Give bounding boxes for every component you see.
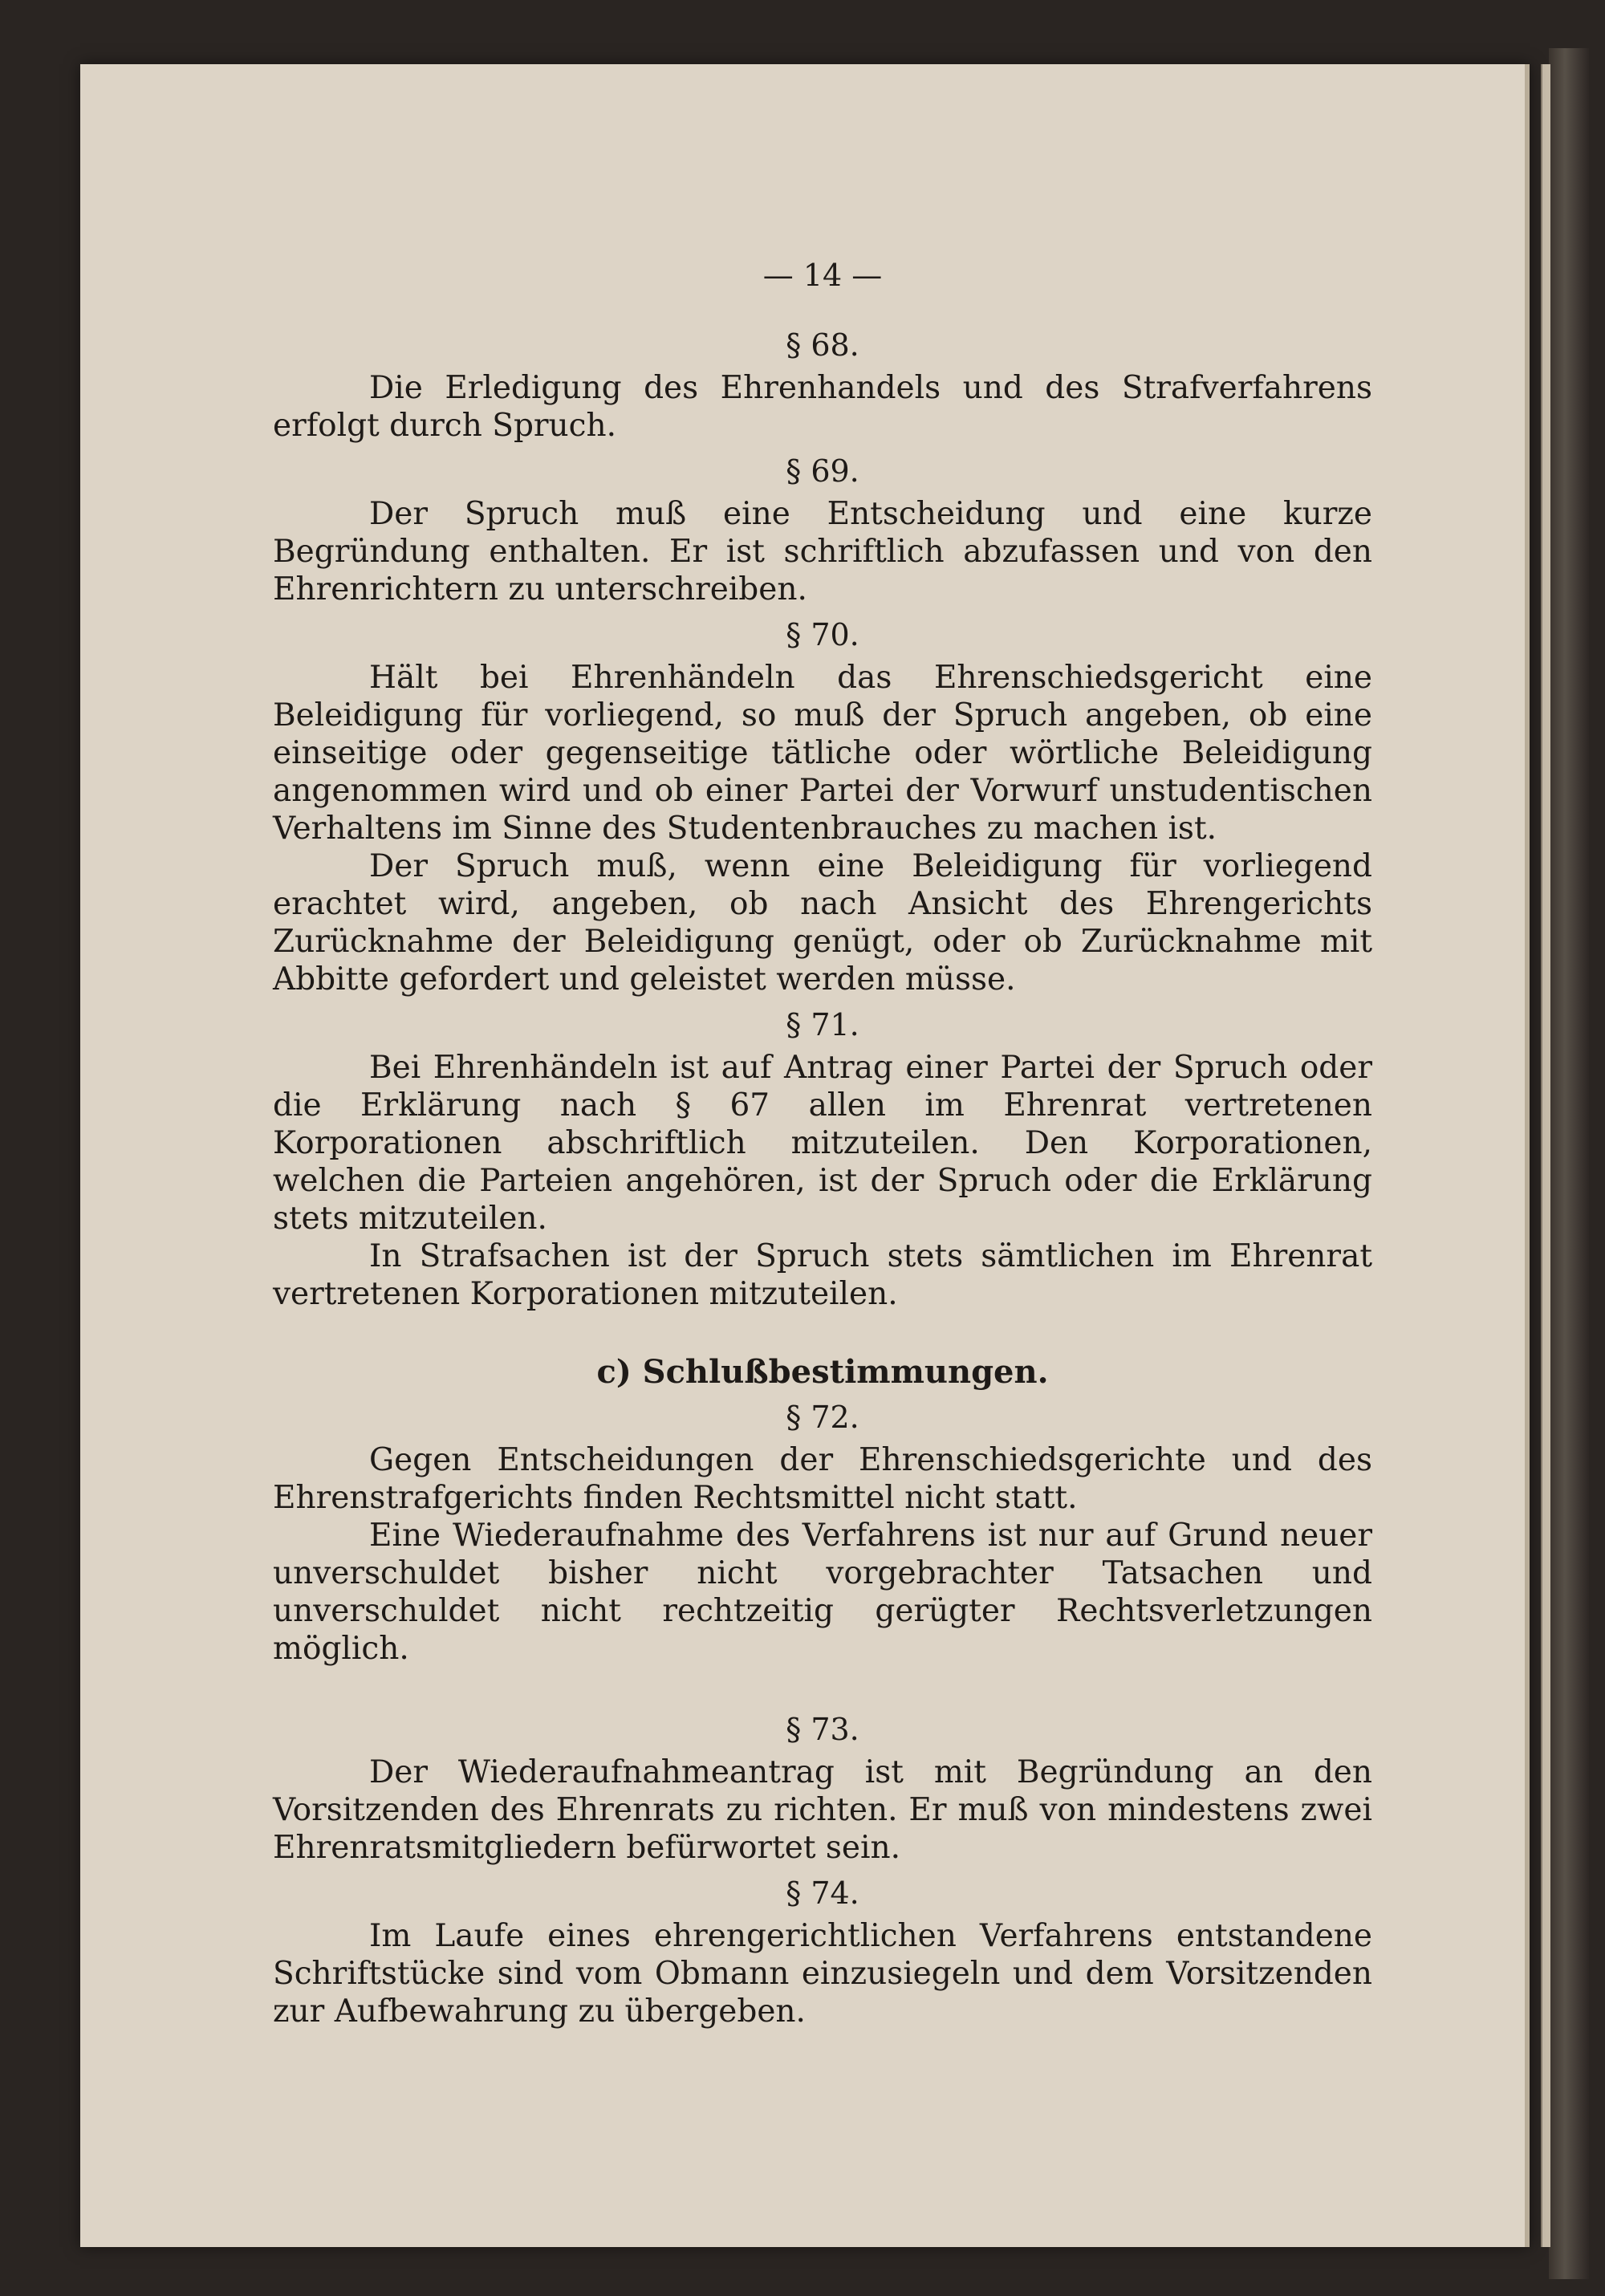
section-73: [273, 1711, 1372, 1867]
spacer: [273, 1668, 1372, 1703]
paragraph: Der Wiederaufnahmeantrag ist mit Begründung an den Vorsitzenden des Ehrenrats zu richten. Er muß von mindestens zwei Ehrenratsmitgliedern befürwortet sein.: [273, 1754, 1372, 1866]
paragraph: Gegen Entscheidungen der Ehrenschiedsgerichte und des Ehrenstrafgerichts finden Rechtsmittel nicht statt.: [273, 1442, 1372, 1516]
paragraph: Hält bei Ehrenhändeln das Ehrenschiedsgericht eine Beleidigung für vorliegend, so muß der Spruch angeben, ob eine einseitige oder gegenseitige tätliche oder wörtliche Beleidigung angenommen wird und ob einer Partei der Vorwurf unstudentischen Verhaltens im Sinne des Studentenbrauches zu machen ist.: [273, 660, 1372, 847]
section-heading: § 69.: [786, 453, 859, 489]
page-text: [273, 257, 1372, 2030]
book-spine-edge: [1549, 48, 1589, 2279]
paragraph: Bei Ehrenhändeln ist auf Antrag einer Partei der Spruch oder die Erklärung nach § 67 allen im Ehrenrat vertretenen Korporationen abschriftlich mitzuteilen. Den Korporationen, welchen die Parteien angehören, ist der Spruch oder die Erklärung stets mitzuteilen.: [273, 1050, 1372, 1237]
paragraph: Im Laufe eines ehrengerichtlichen Verfahrens entstandene Schriftstücke sind vom Obmann einzusiegeln und dem Vorsitzenden zur Aufbewahrung zu übergeben.: [273, 1918, 1372, 2030]
paragraph: In Strafsachen ist der Spruch stets sämtlichen im Ehrenrat vertretenen Korporationen mitzuteilen.: [273, 1238, 1372, 1312]
section-70: [273, 616, 1372, 998]
paragraph: Der Spruch muß, wenn eine Beleidigung für vorliegend erachtet wird, angeben, ob nach Ansicht des Ehrengerichts Zurücknahme der Beleidigung genügt, oder ob Zurücknahme mit Abbitte gefordert und geleistet werden müsse.: [273, 848, 1372, 998]
section-heading: § 74.: [786, 1875, 859, 1911]
next-page-edge: [1541, 64, 1550, 2247]
section-heading: § 68.: [786, 327, 859, 363]
section-72: [273, 1399, 1372, 1668]
paragraph: Eine Wiederaufnahme des Verfahrens ist nur auf Grund neuer unverschuldet bisher nicht vorgebrachter Tatsachen und unverschuldet nicht rechtzeitig gerügter Rechtsverletzungen möglich.: [273, 1518, 1372, 1667]
section-71: [273, 1006, 1372, 1313]
section-74: [273, 1875, 1372, 2030]
section-heading: § 73.: [786, 1712, 859, 1747]
section-68: [273, 327, 1372, 445]
section-69: [273, 453, 1372, 608]
page-number: — 14 —: [762, 258, 883, 293]
section-heading: § 70.: [786, 617, 859, 652]
section-heading: § 71.: [786, 1007, 859, 1042]
section-heading: § 72.: [786, 1400, 859, 1435]
paragraph: Der Spruch muß eine Entscheidung und eine kurze Begründung enthalten. Er ist schriftlich abzufassen und von den Ehrenrichtern zu unterschreiben.: [273, 496, 1372, 608]
paragraph: Die Erledigung des Ehrenhandels und des Strafverfahrens erfolgt durch Spruch.: [273, 370, 1372, 444]
subsection-title: c) Schlußbestimmungen.: [596, 1353, 1049, 1391]
